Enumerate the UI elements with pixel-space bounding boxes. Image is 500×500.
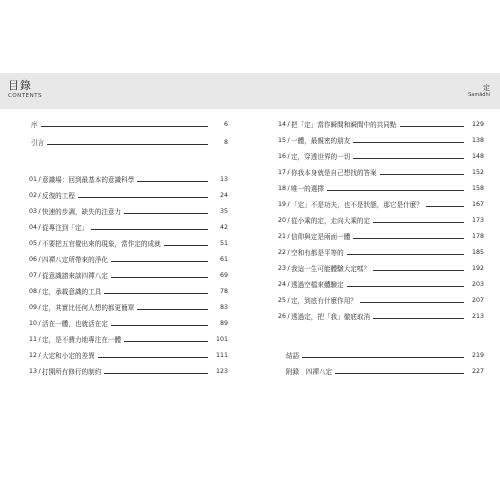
chapter-slash: /	[38, 176, 41, 183]
leader-line	[373, 270, 464, 271]
toc-page-number: 89	[219, 320, 228, 327]
chapter-title: 定，是不費力地專注在一體	[42, 336, 122, 344]
chapter-number: 11	[28, 336, 37, 343]
toc-page-number: 129	[471, 121, 484, 128]
chapter-title: 唯一的選擇	[291, 185, 324, 193]
toc-page-number: 6	[223, 121, 228, 128]
leader-line	[360, 302, 464, 303]
leader-line	[400, 126, 465, 127]
toc-right-column	[272, 0, 484, 500]
chapter-number: 15	[277, 137, 286, 144]
leader-line	[104, 373, 208, 374]
chapter-number: 14	[277, 121, 286, 128]
chapter-number: 16	[277, 153, 286, 160]
toc-entry-introduction[interactable]	[23, 137, 228, 149]
page-title: 目錄	[8, 79, 32, 92]
chapter-slash: /	[287, 249, 290, 256]
chapter-number: 06	[28, 256, 37, 263]
leader-line	[164, 245, 208, 246]
chapter-title: 我這一生可能體驗大定嗎？	[291, 265, 371, 273]
chapter-number: 04	[28, 224, 37, 231]
chapter-title: 打開所有修行的制約	[42, 368, 102, 376]
chapter-number: 05	[28, 240, 37, 247]
toc-page-number: 152	[471, 169, 484, 176]
chapter-title: 大定和小定的差異	[42, 352, 95, 360]
chapter-number: 26	[277, 313, 286, 320]
chapter-title: 你我本身就是自己想找的答案	[291, 169, 377, 177]
toc-entry-chapter[interactable]	[272, 119, 484, 131]
chapter-number: 23	[277, 265, 286, 272]
chapter-slash: /	[38, 336, 41, 343]
toc-page-number: 219	[471, 352, 484, 359]
leader-line	[111, 277, 208, 278]
toc-entry-chapter[interactable]	[23, 270, 228, 282]
chapter-slash: /	[38, 192, 41, 199]
chapter-number: 19	[277, 201, 286, 208]
leader-line	[426, 206, 464, 207]
toc-entry-chapter[interactable]	[272, 167, 484, 179]
chapter-slash: /	[287, 313, 290, 320]
toc-entry-chapter[interactable]	[23, 318, 228, 330]
chapter-slash: /	[38, 256, 41, 263]
toc-entry-chapter[interactable]	[23, 254, 228, 266]
chapter-number: 09	[28, 304, 37, 311]
toc-page-number: 51	[219, 240, 228, 247]
leader-line	[327, 190, 464, 191]
toc-entry-chapter[interactable]	[23, 238, 228, 250]
leader-line	[353, 238, 464, 239]
leader-line	[137, 181, 208, 182]
chapter-title: 「定」不是功夫，也不是狀態，那它是什麼？	[291, 201, 423, 209]
leader-line	[137, 309, 208, 310]
chapter-title: 定，穿透世界的一切	[291, 153, 351, 161]
chapter-slash: /	[38, 368, 41, 375]
chapter-number: 25	[277, 297, 286, 304]
chapter-slash: /	[287, 153, 290, 160]
leader-line	[335, 373, 464, 374]
toc-entry-chapter[interactable]	[272, 183, 484, 195]
chapter-title: 四禪八定所帶來的淨化	[42, 256, 108, 264]
chapter-slash: /	[287, 137, 290, 144]
chapter-title: 從小乘的定，走向大乘的定	[291, 217, 371, 225]
leader-line	[373, 318, 464, 319]
leader-line	[91, 229, 208, 230]
chapter-slash: /	[287, 185, 290, 192]
chapter-number: 12	[28, 352, 37, 359]
chapter-slash: /	[287, 121, 290, 128]
leader-line	[111, 261, 208, 262]
leader-line	[302, 357, 464, 358]
toc-page-number: 148	[471, 153, 484, 160]
toc-page-number: 13	[219, 176, 228, 183]
toc-entry-chapter[interactable]	[272, 135, 484, 147]
chapter-title: 透過定，把「我」徹底取消	[291, 313, 371, 321]
chapter-slash: /	[287, 201, 290, 208]
leader-line	[98, 357, 208, 358]
leader-line	[41, 126, 208, 127]
leader-line	[373, 222, 464, 223]
toc-entry-chapter[interactable]	[272, 311, 484, 323]
chapter-slash: /	[38, 288, 41, 295]
chapter-number: 22	[277, 249, 286, 256]
leader-line	[347, 254, 464, 255]
toc-page-number: 78	[219, 288, 228, 295]
toc-entry-preface[interactable]	[23, 119, 228, 131]
chapter-number: 02	[28, 192, 37, 199]
toc-entry-chapter[interactable]	[272, 279, 484, 291]
toc-entry-chapter[interactable]	[272, 295, 484, 307]
toc-page-number: 167	[471, 201, 484, 208]
chapter-slash: /	[38, 224, 41, 231]
chapter-slash: /	[38, 272, 41, 279]
chapter-number: 01	[28, 176, 37, 183]
chapter-slash: /	[287, 217, 290, 224]
toc-page-number: 173	[471, 217, 484, 224]
toc-page-number: 158	[471, 185, 484, 192]
leader-line	[124, 213, 208, 214]
toc-page-number: 192	[471, 265, 484, 272]
toc-page-number: 123	[215, 368, 228, 375]
toc-entry-chapter[interactable]	[272, 231, 484, 243]
leader-line	[111, 325, 208, 326]
toc-entry-appendix[interactable]	[272, 366, 484, 378]
toc-entry-label: 序	[31, 121, 38, 129]
chapter-title: 意識場：回到最基本的意識科學	[42, 176, 135, 184]
toc-page-number: 35	[219, 208, 228, 215]
chapter-number: 08	[28, 288, 37, 295]
chapter-slash: /	[287, 233, 290, 240]
chapter-title: 反復的工程	[42, 192, 75, 200]
chapter-title: 從意識譜來談四禪八定	[42, 272, 108, 280]
leader-line	[78, 197, 208, 198]
toc-entry-chapter[interactable]	[23, 350, 228, 362]
toc-page-number: 111	[215, 352, 228, 359]
chapter-title: 透過空檔來體驗定	[291, 281, 344, 289]
chapter-slash: /	[38, 240, 41, 247]
chapter-slash: /	[38, 320, 41, 327]
toc-page-number: 178	[471, 233, 484, 240]
toc-page-number: 203	[471, 281, 484, 288]
toc-entry-chapter[interactable]	[272, 199, 484, 211]
toc-page-number: 42	[219, 224, 228, 231]
chapter-title: 快速的步調，缺失的注意力	[42, 208, 122, 216]
chapter-title: 把「定」當作瞬間和瞬間中的共同點	[291, 121, 397, 129]
toc-entry-chapter[interactable]	[23, 222, 228, 234]
toc-page-number: 69	[219, 272, 228, 279]
chapter-slash: /	[38, 208, 41, 215]
leader-line	[47, 144, 208, 145]
toc-page-number: 213	[471, 313, 484, 320]
chapter-slash: /	[287, 297, 290, 304]
chapter-number: 17	[277, 169, 286, 176]
toc-entry-chapter[interactable]	[272, 263, 484, 275]
chapter-title: 活在一體，也就活在定	[42, 320, 108, 328]
toc-entry-chapter[interactable]	[272, 215, 484, 227]
toc-entry-chapter[interactable]	[23, 206, 228, 218]
chapter-slash: /	[38, 304, 41, 311]
chapter-number: 21	[277, 233, 286, 240]
book-title: 定	[483, 84, 490, 92]
leader-line	[380, 174, 464, 175]
toc-left-column	[23, 0, 228, 500]
toc-page-number: 207	[471, 297, 484, 304]
chapter-number: 13	[28, 368, 37, 375]
chapter-number: 03	[28, 208, 37, 215]
toc-page-number: 61	[219, 256, 228, 263]
leader-line	[353, 158, 464, 159]
chapter-slash: /	[287, 281, 290, 288]
toc-entry-chapter[interactable]	[23, 366, 228, 378]
toc-entry-chapter[interactable]	[23, 334, 228, 346]
leader-line	[347, 286, 464, 287]
toc-page-number: 185	[471, 249, 484, 256]
chapter-slash: /	[287, 169, 290, 176]
toc-entry-conclusion[interactable]	[272, 350, 484, 362]
toc-page-number: 101	[215, 336, 228, 343]
toc-page-number: 24	[219, 192, 228, 199]
toc-page-number: 8	[223, 139, 228, 146]
toc-entry-chapter[interactable]	[272, 247, 484, 259]
chapter-slash: /	[287, 265, 290, 272]
chapter-title: 定，承載意識的工具	[42, 288, 102, 296]
chapter-title: 不要把五官覺出來的現象，當作定的成就	[42, 240, 161, 248]
chapter-title: 一體，最親密的朋友	[291, 137, 351, 145]
chapter-number: 10	[28, 320, 37, 327]
toc-entry-chapter[interactable]	[23, 174, 228, 186]
chapter-title: 定，到底有什麼作用？	[291, 297, 357, 305]
chapter-title: 信仰與定是兩面一體	[291, 233, 351, 241]
chapter-number: 24	[277, 281, 286, 288]
chapter-title: 定，其實比任何人想的都更簡單	[42, 304, 135, 312]
leader-line	[124, 341, 208, 342]
chapter-title: 空和有都是平等的	[291, 249, 344, 257]
leader-line	[353, 142, 464, 143]
toc-entry-label: 結語	[286, 352, 300, 360]
toc-page-number: 138	[471, 137, 484, 144]
page-subtitle: CONTENTS	[8, 93, 43, 99]
chapter-slash: /	[38, 352, 41, 359]
leader-line	[104, 293, 208, 294]
toc-entry-label: 引言	[31, 139, 45, 147]
toc-entry-chapter[interactable]	[23, 286, 228, 298]
toc-entry-chapter[interactable]	[272, 151, 484, 163]
book-subtitle: Samādhi	[468, 92, 490, 98]
toc-page-number: 83	[219, 304, 228, 311]
toc-entry-chapter[interactable]	[23, 302, 228, 314]
chapter-number: 18	[277, 185, 286, 192]
chapter-title: 從專注到「定」	[42, 224, 89, 232]
chapter-number: 20	[277, 217, 286, 224]
toc-page-number: 227	[471, 368, 484, 375]
toc-entry-chapter[interactable]	[23, 190, 228, 202]
toc-entry-label: 附錄 四禪八定	[286, 368, 333, 376]
chapter-number: 07	[28, 272, 37, 279]
